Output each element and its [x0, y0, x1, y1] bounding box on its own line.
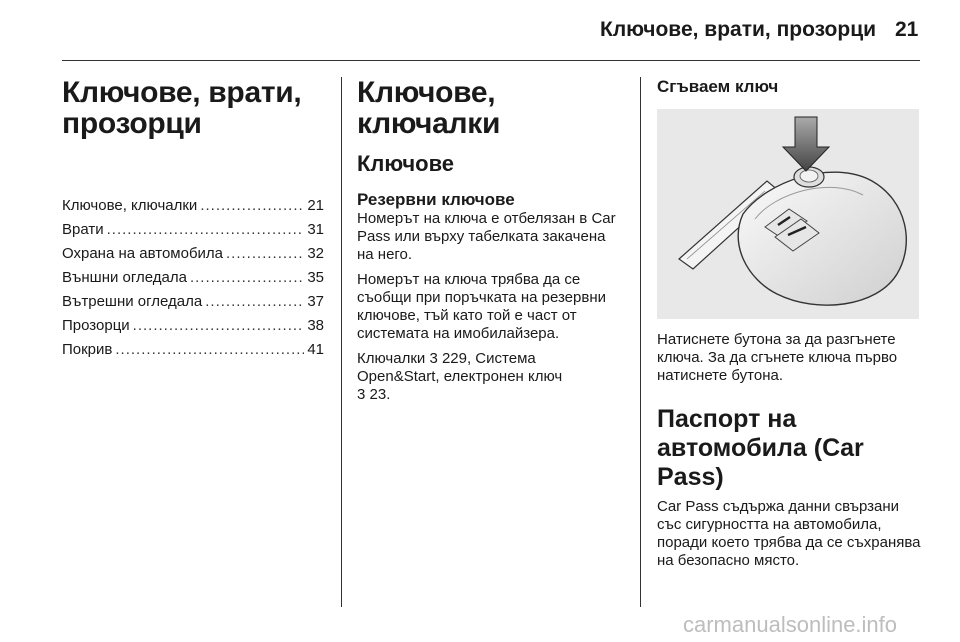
folding-key-illustration — [657, 109, 919, 319]
table-of-contents — [62, 194, 324, 362]
chapter-title-line1: Ключове, врати, — [62, 76, 302, 109]
folding-key-icon — [657, 109, 919, 319]
toc-entry-windows[interactable] — [62, 314, 324, 338]
toc-label: Ключове, ключалки — [62, 197, 198, 214]
crossref-page-23[interactable]: 23. — [365, 386, 391, 403]
subsection-title: Ключове — [357, 151, 455, 176]
toc-page: 38 — [307, 317, 324, 334]
toc-leader-dots — [226, 242, 304, 266]
toc-entry-roof[interactable] — [62, 338, 324, 362]
car-pass-text: Car Pass съдържа данни свързани със сигурността на автомобила, поради което трябва да се съхранява на безопасно място. — [657, 498, 921, 569]
toc-label: Охрана на автомобила — [62, 245, 224, 262]
chapter-title-line2: прозорци — [62, 107, 202, 140]
car-pass-title: Паспорт на автомобила (Car Pass) — [657, 405, 864, 491]
toc-leader-dots — [190, 266, 304, 290]
subsubsection-title: Резервни ключове — [357, 190, 515, 209]
toc-entry-interior-mirrors[interactable] — [62, 290, 324, 314]
chapter-title — [62, 77, 324, 139]
toc-leader-dots — [107, 218, 305, 242]
folding-key-text: Натиснете бутона за да разгънете ключа. За да сгънете ключа първо натиснете бутона. — [657, 331, 898, 384]
toc-page: 35 — [307, 269, 324, 286]
chapter-column — [62, 77, 324, 362]
section-title: Ключове, ключалки — [357, 76, 501, 140]
toc-page: 41 — [307, 341, 324, 358]
folding-key-column — [657, 77, 923, 570]
running-head: Ключове, врати, прозорци — [600, 18, 877, 41]
toc-page: 31 — [307, 221, 324, 238]
column-divider-right — [640, 77, 641, 607]
toc-leader-dots — [115, 338, 304, 362]
folding-key-title: Сгъваем ключ — [657, 77, 779, 96]
toc-leader-dots — [133, 314, 305, 338]
toc-page: 21 — [307, 197, 324, 214]
toc-entry-doors[interactable] — [62, 218, 324, 242]
toc-label: Врати — [62, 221, 104, 238]
crossref-prefix: Ключалки — [357, 350, 430, 367]
cross-reference — [357, 350, 625, 404]
toc-page: 32 — [307, 245, 324, 262]
header-rule — [62, 60, 920, 61]
paragraph-key-number: Номерът на ключа е отбелязан в Car Pass или върху табелката закачена на него. — [357, 210, 616, 263]
toc-leader-dots — [200, 194, 304, 218]
page-number: 21 — [895, 18, 919, 41]
toc-entry-exterior-mirrors[interactable] — [62, 266, 324, 290]
toc-label: Вътрешни огледала — [62, 293, 203, 310]
toc-page: 37 — [307, 293, 324, 310]
crossref-arrow-icon: 3 — [429, 350, 438, 367]
toc-label: Прозорци — [62, 317, 130, 334]
crossref-arrow-icon: 3 — [357, 386, 366, 403]
crossref-page-229[interactable]: 229, Система — [437, 350, 536, 367]
paragraph-spare-keys: Номерът на ключа трябва да се съобщи при поръчката на резервни ключове, тъй като той е част от системата на имобилайзера. — [357, 271, 606, 342]
toc-label: Външни огледала — [62, 269, 187, 286]
crossref-line2: Open&Start, електронен ключ — [357, 368, 563, 385]
toc-label: Покрив — [62, 341, 113, 358]
watermark: carmanualsonline.info — [683, 612, 898, 637]
toc-entry-keys-locks[interactable] — [62, 194, 324, 218]
toc-leader-dots — [205, 290, 304, 314]
keys-column — [357, 77, 625, 404]
column-divider-left — [341, 77, 342, 607]
toc-entry-vehicle-security[interactable] — [62, 242, 324, 266]
